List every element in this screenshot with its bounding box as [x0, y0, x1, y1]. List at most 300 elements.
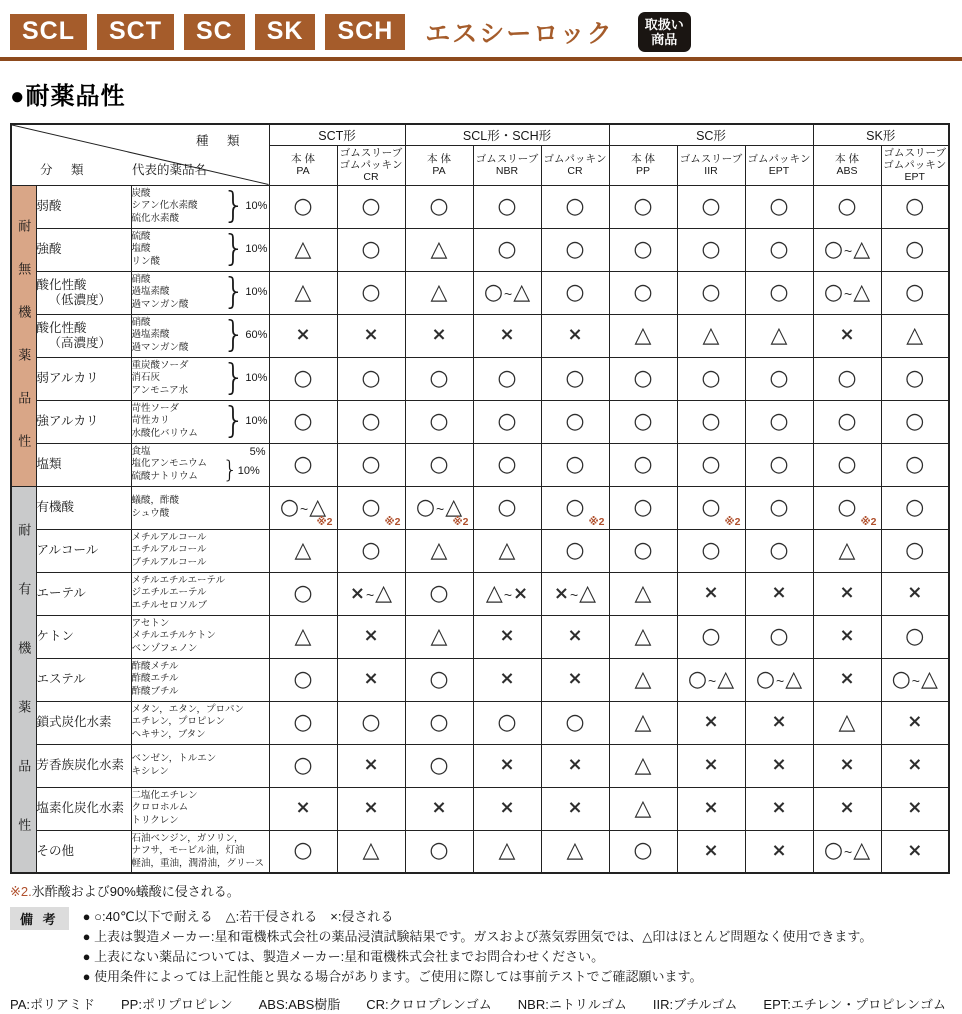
symbol-glyph: ○: [279, 494, 300, 520]
rating-symbol: [497, 408, 517, 434]
rating-symbol: [633, 537, 653, 563]
rating-cell: [405, 787, 473, 830]
concentration: [222, 400, 269, 442]
symbol-glyph: ○: [701, 408, 721, 434]
rating-symbol: [703, 756, 718, 774]
rating-symbol: [499, 627, 514, 645]
class-line: アルコール: [36, 543, 99, 557]
rating-cell: [269, 271, 337, 314]
class-cell: [36, 744, 131, 787]
reagent-name-line: 硫酸ナトリウム: [131, 470, 198, 482]
rating-symbol: [823, 236, 871, 262]
rating-symbol: [497, 494, 517, 520]
symbol-glyph: ○: [361, 279, 381, 305]
rating-cell: [609, 357, 677, 400]
rating-symbol: [567, 799, 582, 817]
table-row: [11, 271, 949, 314]
reagent-name-line: 二塩化エチレン: [131, 789, 198, 801]
reagent-name-line: 水酸化バリウム: [131, 427, 198, 439]
rating-symbol: [771, 799, 786, 817]
rating-symbol: [907, 713, 922, 731]
reagent-name-line: シアン化水素酸: [131, 200, 198, 212]
reagent-name-line: シュウ酸: [131, 507, 170, 519]
rating-symbol: [431, 799, 446, 817]
rating-symbol: [701, 365, 721, 391]
class-cell: [36, 830, 131, 873]
symbol-glyph: ×: [567, 668, 583, 689]
rating-cell: [473, 529, 541, 572]
symbol-glyph: ○: [905, 451, 925, 477]
symbol-glyph: ×: [499, 797, 515, 818]
rating-symbol: [565, 193, 585, 219]
symbol-glyph: △: [579, 580, 597, 606]
concentration-value: 10%: [245, 372, 268, 385]
symbol-glyph: ○: [497, 408, 517, 434]
remark-item: ● 使用条件によっては上記性能と異なる場合があります。ご使用に際しては事前テストでご確認願います。: [82, 969, 703, 984]
rating-cell: [269, 572, 337, 615]
rating-symbol: [905, 408, 925, 434]
rating-symbol: [431, 326, 446, 344]
rating-cell: [337, 830, 405, 873]
rating-symbol: [633, 840, 652, 862]
symbol-glyph: ×: [513, 582, 529, 604]
range-tilde: ~: [708, 672, 717, 689]
rating-cell: [813, 572, 881, 615]
class-cell: [36, 615, 131, 658]
symbol-glyph: △: [717, 666, 735, 692]
rating-cell: [473, 486, 541, 529]
rating-cell: [337, 185, 405, 228]
reagent-names: [132, 274, 223, 312]
symbol-glyph: ○: [361, 365, 381, 391]
range-tilde: ~: [503, 586, 512, 603]
rating-cell: [677, 529, 745, 572]
material-header-line: PP: [635, 165, 650, 177]
range-tilde: ~: [569, 586, 579, 603]
symbol-glyph: ○: [565, 193, 585, 219]
rating-cell: [269, 744, 337, 787]
symbol-glyph: ○: [293, 451, 313, 477]
rating-symbol: [701, 537, 721, 563]
reagent-name-line: 過塩素酸: [131, 329, 170, 341]
table-row: [11, 572, 949, 615]
symbol-glyph: ○: [823, 236, 844, 262]
table-row: [11, 830, 949, 873]
symbol-glyph: △: [920, 666, 938, 692]
rating-symbol: [363, 627, 378, 645]
rating-cell: [677, 701, 745, 744]
reagent-cell: [131, 572, 269, 615]
rating-symbol: [293, 365, 313, 391]
symbol-glyph: ○: [429, 580, 449, 606]
symbol-glyph: ×: [907, 797, 923, 818]
rating-symbol: [293, 451, 313, 477]
symbol-glyph: ×: [499, 625, 515, 646]
rating-symbol: [361, 494, 381, 520]
symbol-glyph: ○: [361, 236, 381, 262]
class-line: 有機酸: [36, 500, 75, 514]
table-row: [11, 486, 949, 529]
rating-symbol: [429, 451, 449, 477]
class-line: 強酸: [36, 242, 62, 256]
symbol-glyph: ○: [633, 537, 653, 563]
reagent-name-line: キシレン: [131, 765, 169, 777]
rating-symbol: [839, 326, 854, 344]
symbol-glyph: ×: [349, 582, 365, 604]
reagent-name-line: エチレン，プロピレン: [131, 716, 226, 728]
symbol-glyph: ×: [295, 797, 311, 818]
reagent-name-line: クロロホルム: [131, 802, 189, 814]
rating-cell: [269, 486, 337, 529]
rating-symbol: [769, 236, 789, 262]
rating-symbol: [771, 839, 787, 861]
reagent-cell: [131, 615, 269, 658]
rating-cell: [609, 701, 677, 744]
material-header-line: ゴムパッキン: [747, 153, 811, 165]
concentration-value: 10%: [237, 464, 260, 477]
symbol-glyph: △: [566, 838, 584, 864]
rating-cell: [473, 271, 541, 314]
rating-cell: [405, 486, 473, 529]
rating-cell: [881, 529, 949, 572]
rating-symbol: [769, 279, 789, 305]
rating-cell: [813, 271, 881, 314]
reagent-names: [132, 790, 269, 828]
material-header-line: ABS: [836, 165, 858, 177]
rating-symbol: [565, 408, 585, 434]
footnote-ref: ※2: [588, 515, 605, 528]
symbol-glyph: △: [853, 279, 871, 305]
rating-symbol: [633, 279, 653, 305]
rating-symbol: [701, 193, 721, 219]
rating-symbol: [429, 709, 449, 735]
reagent-name-line: 硝酸: [131, 316, 151, 328]
symbol-glyph: ×: [363, 668, 379, 689]
rating-symbol: [485, 580, 529, 606]
rating-symbol: [823, 279, 871, 305]
symbol-glyph: ×: [771, 754, 787, 775]
rating-symbol: [634, 666, 652, 692]
rating-symbol: [567, 627, 582, 645]
class-line: 酸化性酸: [36, 320, 87, 335]
rating-symbol: [429, 666, 449, 692]
brace-glyph: }: [222, 228, 246, 270]
table-row: [11, 400, 949, 443]
rating-symbol: [905, 623, 925, 649]
rating-cell: [813, 314, 881, 357]
rating-cell: [813, 701, 881, 744]
rating-cell: [881, 228, 949, 271]
class-line: 塩素化炭化水素: [36, 801, 125, 815]
symbol-glyph: ○: [823, 279, 844, 305]
reagent-name-line: 炭酸: [131, 187, 151, 199]
symbol-glyph: ○: [565, 537, 585, 563]
reagent-name-line: メタン，エタン，プロパン: [131, 703, 244, 715]
rating-symbol: [499, 756, 514, 774]
rating-symbol: [837, 451, 857, 477]
symbol-glyph: ○: [837, 193, 857, 219]
reagent-name-line: 食塩: [131, 445, 151, 457]
symbol-glyph: ○: [293, 752, 313, 778]
rating-symbol: [553, 580, 597, 606]
rating-symbol: [567, 670, 582, 688]
rating-cell: [269, 185, 337, 228]
symbol-glyph: ○: [429, 666, 449, 692]
rating-cell: [813, 443, 881, 486]
rating-cell: [269, 615, 337, 658]
rating-cell: [541, 357, 609, 400]
rating-symbol: [363, 840, 380, 862]
table-row: [11, 744, 949, 787]
rating-symbol: [771, 713, 786, 731]
brace-glyph: }: [222, 357, 246, 399]
symbol-glyph: △: [785, 666, 803, 692]
table-row: [11, 615, 949, 658]
rating-symbol: [565, 494, 585, 520]
rating-cell: [541, 787, 609, 830]
symbol-glyph: ○: [769, 408, 789, 434]
symbol-glyph: ○: [497, 365, 517, 391]
rating-cell: [405, 228, 473, 271]
rating-symbol: [769, 408, 789, 434]
symbol-glyph: ×: [499, 668, 515, 689]
symbol-glyph: ○: [293, 580, 313, 606]
rating-symbol: [907, 839, 923, 861]
rating-symbol: [497, 193, 517, 219]
rating-cell: [881, 185, 949, 228]
rating-cell: [337, 400, 405, 443]
reagent-names: [132, 495, 269, 520]
rating-cell: [337, 486, 405, 529]
symbol-glyph: ×: [295, 324, 311, 345]
rating-cell: [677, 572, 745, 615]
brace-glyph: }: [222, 271, 246, 313]
rating-symbol: [293, 666, 313, 692]
rating-symbol: [294, 279, 312, 305]
rating-symbol: [634, 752, 652, 778]
rating-symbol: [703, 799, 718, 817]
rating-symbol: [769, 494, 789, 520]
reagent-names: [132, 231, 223, 269]
symbol-glyph: ○: [429, 451, 449, 477]
rating-cell: [677, 271, 745, 314]
rating-cell: [813, 830, 881, 873]
rating-symbol: [633, 365, 653, 391]
rating-symbol: [498, 537, 516, 563]
table-row: [11, 529, 949, 572]
reagent-name-line: 過マンガン酸: [131, 298, 189, 310]
rating-cell: [813, 357, 881, 400]
concentration-value: 5%: [249, 445, 266, 458]
rating-cell: [541, 443, 609, 486]
rating-symbol: [837, 193, 857, 219]
symbol-glyph: ×: [499, 754, 515, 775]
table-row: [11, 357, 949, 400]
symbol-glyph: ○: [361, 537, 381, 563]
symbol-glyph: △: [430, 279, 448, 305]
rating-symbol: [429, 193, 449, 219]
rating-symbol: [499, 840, 516, 862]
rating-symbol: [361, 537, 381, 563]
symbol-glyph: △: [498, 838, 516, 864]
symbol-glyph: ×: [771, 797, 787, 818]
rating-cell: [405, 830, 473, 873]
rating-cell: [269, 443, 337, 486]
symbol-glyph: ×: [363, 797, 379, 818]
brace-glyph: }: [222, 455, 238, 484]
rating-symbol: [565, 451, 585, 477]
rating-cell: [745, 572, 813, 615]
rating-cell: [541, 572, 609, 615]
class-cell: [36, 443, 131, 486]
reagent-cell: [131, 529, 269, 572]
symbol-glyph: ○: [497, 236, 517, 262]
table-row: [11, 185, 949, 228]
category-side-label: [11, 486, 36, 877]
reagent-cell: [131, 228, 269, 271]
rating-symbol: [837, 494, 857, 520]
rating-cell: [745, 185, 813, 228]
rating-symbol: [565, 537, 585, 563]
reagent-names: [132, 833, 269, 871]
rating-cell: [541, 658, 609, 701]
symbol-glyph: △: [634, 752, 652, 778]
symbol-glyph: △: [309, 494, 327, 520]
symbol-glyph: ○: [633, 451, 653, 477]
rating-symbol: [361, 709, 381, 735]
reagent-name-line: ブチルアルコール: [131, 556, 207, 568]
brand-name: エスシーロック: [425, 20, 614, 48]
rating-symbol: [838, 537, 856, 563]
material-header: [881, 145, 949, 185]
rating-cell: [881, 486, 949, 529]
rating-symbol: [703, 584, 718, 602]
rating-cell: [269, 701, 337, 744]
brace-glyph: }: [222, 314, 246, 356]
symbol-glyph: △: [634, 795, 652, 821]
symbol-glyph: ○: [633, 408, 653, 434]
material-header-line: NBR: [495, 165, 519, 177]
rating-cell: [473, 443, 541, 486]
symbol-glyph: ○: [769, 494, 789, 520]
rating-cell: [269, 658, 337, 701]
rating-cell: [609, 486, 677, 529]
symbol-glyph: ○: [361, 408, 381, 434]
symbol-glyph: △: [853, 838, 871, 864]
rating-cell: [337, 529, 405, 572]
concentration-value: 10%: [245, 286, 268, 299]
rating-cell: [881, 658, 949, 701]
symbol-glyph: ○: [755, 666, 776, 692]
reagent-cell: [131, 443, 269, 486]
rating-cell: [405, 572, 473, 615]
symbol-glyph: ○: [361, 709, 381, 735]
rating-cell: [677, 615, 745, 658]
reagent-names: [132, 575, 269, 613]
reagent-name-line: 酢酸エチル: [131, 673, 179, 685]
rating-cell: [337, 572, 405, 615]
symbol-glyph: ×: [567, 797, 583, 818]
rating-cell: [609, 658, 677, 701]
symbol-glyph: ○: [497, 709, 517, 735]
rating-symbol: [701, 236, 721, 262]
table-row: [11, 228, 949, 271]
symbol-glyph: ○: [769, 623, 789, 649]
class-cell: [36, 228, 131, 271]
symbol-glyph: ×: [703, 582, 719, 603]
rating-cell: [337, 357, 405, 400]
symbol-glyph: ○: [633, 236, 653, 262]
symbol-glyph: ×: [771, 839, 787, 861]
class-cell: [36, 701, 131, 744]
rating-symbol: [891, 666, 938, 692]
symbol-glyph: ×: [567, 754, 583, 775]
material-header-line: 本 体: [427, 153, 451, 165]
rating-symbol: [701, 408, 721, 434]
reagent-cell: [131, 744, 269, 787]
rating-symbol: [363, 670, 378, 688]
symbol-glyph: △: [513, 279, 531, 305]
symbol-glyph: ○: [415, 494, 436, 520]
rating-cell: [337, 658, 405, 701]
class-cell: [36, 357, 131, 400]
class-line: 芳香族炭化水素: [36, 758, 125, 772]
footnote-ref: ※2: [452, 515, 469, 528]
symbol-glyph: △: [485, 580, 503, 606]
chemical-resistance-table: [10, 123, 950, 877]
rating-symbol: [839, 756, 854, 774]
symbol-glyph: ○: [483, 279, 504, 305]
badge-line: 商品: [651, 32, 678, 47]
rating-cell: [677, 486, 745, 529]
symbol-glyph: ○: [429, 365, 449, 391]
reagent-name-line: アンモニア水: [131, 384, 189, 396]
symbol-glyph: ○: [633, 838, 653, 864]
reagent-name-line: 軽油，重油，潤滑油，グリース: [131, 857, 265, 869]
material-header-line: ゴムパッキン: [883, 159, 947, 171]
class-cell: [36, 787, 131, 830]
rating-symbol: [361, 451, 381, 477]
symbol-glyph: △: [770, 322, 788, 348]
symbol-glyph: ○: [905, 537, 925, 563]
class-cell: [36, 486, 131, 529]
symbol-glyph: △: [634, 623, 652, 649]
tab-scl: SCL: [10, 14, 87, 51]
symbol-glyph: △: [294, 623, 312, 649]
symbol-glyph: ○: [769, 451, 789, 477]
rating-cell: [745, 271, 813, 314]
reagent-cell: [131, 357, 269, 400]
symbol-glyph: ×: [703, 839, 719, 861]
rating-symbol: [702, 322, 720, 348]
concentration: [223, 446, 269, 484]
symbol-glyph: △: [498, 537, 516, 563]
rating-cell: [405, 400, 473, 443]
rating-cell: [473, 228, 541, 271]
rating-cell: [745, 787, 813, 830]
symbol-glyph: △: [294, 279, 312, 305]
class-cell: [36, 529, 131, 572]
reagent-name-line: エチルアルコール: [131, 544, 207, 556]
reagent-name-line: ヘキサン，ブタン: [131, 728, 206, 740]
class-line: 塩類: [36, 457, 62, 471]
rating-cell: [405, 185, 473, 228]
category-side-text: 耐無機薬品性: [16, 219, 32, 477]
rating-cell: [269, 400, 337, 443]
rating-symbol: [429, 408, 449, 434]
reagent-name-line: 重炭酸ソーダ: [131, 359, 189, 371]
rating-cell: [813, 185, 881, 228]
